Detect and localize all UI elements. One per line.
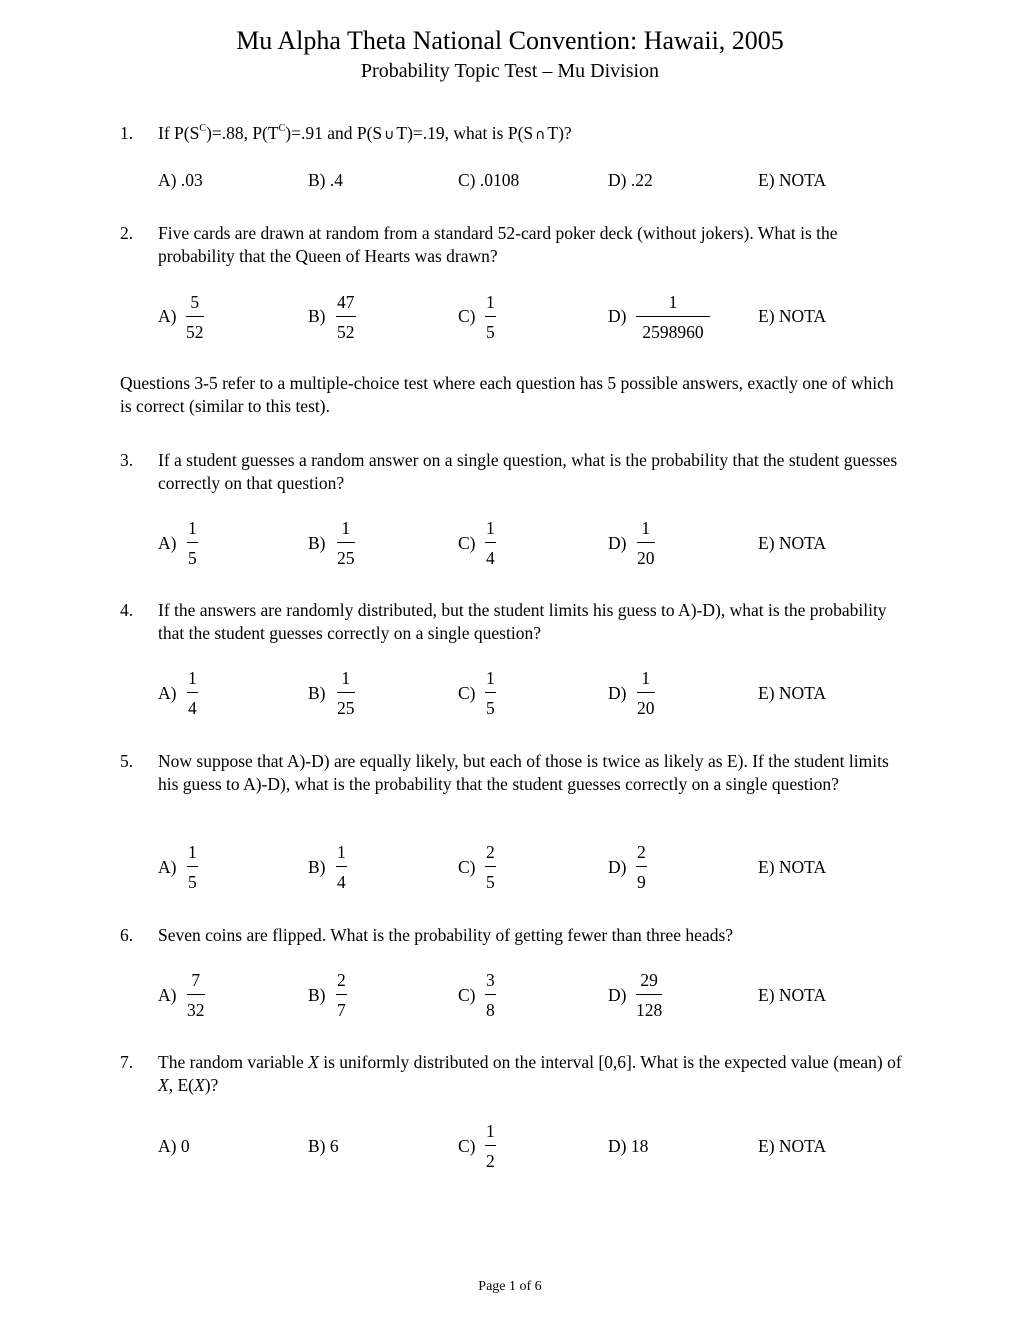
question-3-option-a-letter: A) (158, 533, 177, 553)
question-3-option-c-letter: C) (458, 533, 476, 553)
page-title: Mu Alpha Theta National Convention: Hawaii, 2005 (236, 26, 784, 55)
question-6-option-b-fraction: 2 7 (337, 970, 346, 1020)
question-5-option-a-fraction: 1 5 (188, 842, 197, 892)
question-6-option-e: E) NOTA (758, 985, 827, 1005)
question-5-option-d-letter: D) (608, 857, 627, 877)
question-5-option-e: E) NOTA (758, 857, 827, 877)
question-5-option-b-letter: B) (308, 857, 326, 877)
question-7-number: 7. (120, 1052, 134, 1072)
question-4-option-c-letter: C) (458, 683, 476, 703)
question-4-option-b-letter: B) (308, 683, 326, 703)
question-1-option-e: E) NOTA (758, 170, 827, 190)
question-6-text: Seven coins are flipped. What is the probability of getting fewer than three heads? (158, 925, 734, 945)
question-4-option-d-letter: D) (608, 683, 627, 703)
question-2-option-b-fraction: 47 52 (337, 292, 355, 342)
question-3-number: 3. (120, 450, 134, 470)
question-6-option-b-letter: B) (308, 985, 326, 1005)
question-6-option-a-letter: A) (158, 985, 177, 1005)
question-4-option-b-fraction: 1 25 (337, 668, 355, 718)
question-1-number: 1. (120, 123, 134, 143)
question-6-option-c-letter: C) (458, 985, 476, 1005)
question-2-option-a-fraction: 5 52 (186, 292, 204, 342)
question-6-option-a-fraction: 7 32 (187, 970, 205, 1020)
question-6-number: 6. (120, 925, 134, 945)
question-4-option-a-letter: A) (158, 683, 177, 703)
question-1-text: If $P(S^C)=.88$, $P(T^C)=.91$ and P(S ∪ T)=.19, what is P(S ∩ T)? (158, 123, 572, 143)
question-7-option-c-fraction: 1 2 (486, 1121, 495, 1171)
question-5-option-a-letter: A) (158, 857, 177, 877)
question-6-option-c-fraction: 3 8 (486, 970, 495, 1020)
question-6-option-d-fraction: 29 128 (636, 970, 663, 1020)
question-4-option-d-fraction: 1 20 (637, 668, 655, 718)
question-5-option-c-fraction: 2 5 (486, 842, 495, 892)
question-3-option-b-letter: B) (308, 533, 326, 553)
question-2-option-e: E) NOTA (758, 306, 827, 326)
question-7-option-d: D) 18 (608, 1136, 649, 1156)
question-4-number: 4. (120, 600, 134, 620)
question-7-option-a: A) 0 (158, 1136, 190, 1156)
page-footer: Page 1 of 6 (478, 1279, 542, 1294)
question-5-text: Now suppose that A)-D) are equally likely, but each of those is twice as likely as E). If the student limits his guess to A)-D), what is the probability that the student guesses correctly on a single question? (158, 751, 889, 794)
question-3-text: If a student guesses a random answer on a single question, what is the probability that the student guesses correctly on that question? (158, 450, 898, 493)
questions-3-5-intro: Questions 3-5 refer to a multiple-choice test where each question has 5 possible answers, exactly one of which is correct (similar to this test). (120, 373, 894, 416)
question-6-option-d-letter: D) (608, 985, 627, 1005)
question-1-option-a: A) .03 (158, 170, 203, 190)
question-3-option-e: E) NOTA (758, 533, 827, 553)
question-4-option-e: E) NOTA (758, 683, 827, 703)
question-2-option-d-fraction: 1 2598960 (636, 292, 710, 342)
question-4-text: If the answers are randomly distributed, but the student limits his guess to A)-D), what is the probability that the student guesses correctly on a single question? (158, 600, 887, 643)
question-4-option-a-fraction: 1 4 (188, 668, 197, 718)
question-7-option-c-letter: C) (458, 1136, 476, 1156)
question-5-option-d-fraction: 2 9 (637, 842, 646, 892)
question-1-option-d: D) .22 (608, 170, 653, 190)
question-5-option-c-letter: C) (458, 857, 476, 877)
question-2-option-a-letter: A) (158, 306, 177, 326)
question-4-option-c-fraction: 1 5 (486, 668, 495, 718)
question-3-option-d-letter: D) (608, 533, 627, 553)
question-7-text: The random variable X is uniformly distributed on the interval [0,6]. What is the expected value (mean) of X, E(X)? (158, 1052, 902, 1095)
question-5-number: 5. (120, 751, 134, 771)
question-5-option-b-fraction: 1 4 (337, 842, 346, 892)
question-2-text: Five cards are drawn at random from a standard 52-card poker deck (without jokers). What is the probability that the Queen of Hearts was drawn? (158, 223, 838, 266)
question-7-option-e: E) NOTA (758, 1136, 827, 1156)
question-3-option-a-fraction: 1 5 (188, 518, 197, 568)
question-2-option-b-letter: B) (308, 306, 326, 326)
page-subtitle: Probability Topic Test – Mu Division (360, 60, 660, 82)
question-2-option-d-letter: D) (608, 306, 627, 326)
question-2-number: 2. (120, 223, 134, 243)
question-3-option-d-fraction: 1 20 (637, 518, 655, 568)
question-3-option-c-fraction: 1 4 (486, 518, 495, 568)
question-7-option-b: B) 6 (308, 1136, 339, 1156)
question-2-option-c-letter: C) (458, 306, 476, 326)
question-3-option-b-fraction: 1 25 (337, 518, 355, 568)
question-1-option-b: B) .4 (308, 170, 343, 190)
question-1-option-c: C) .0108 (458, 170, 520, 190)
question-2-option-c-fraction: 1 5 (486, 292, 495, 342)
